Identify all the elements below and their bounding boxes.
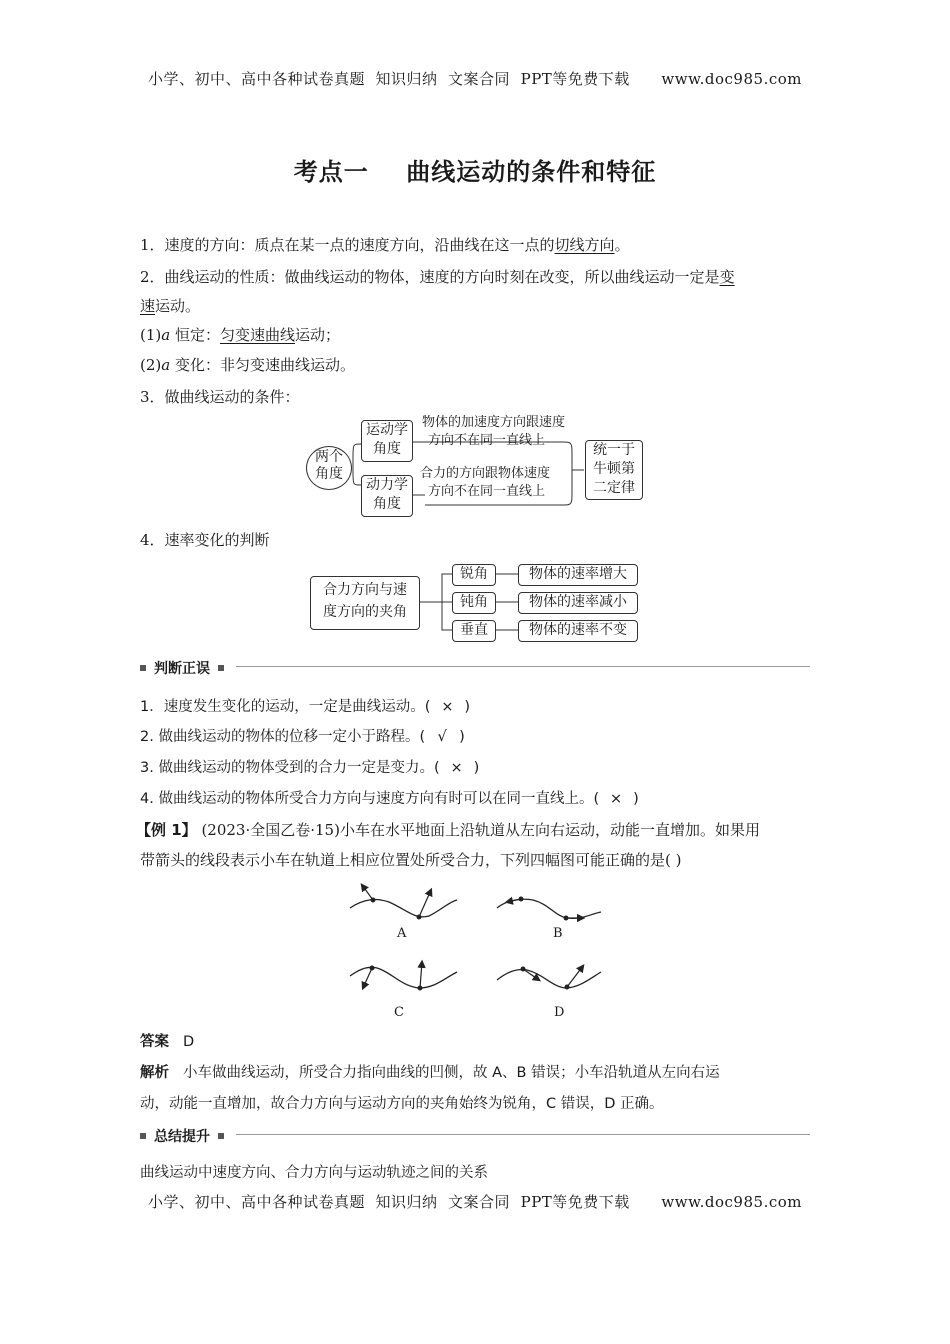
kinematics-node: 运动学 角度 [361,420,413,462]
square-bullet-icon [140,665,146,671]
analysis-label: 解析 [140,1065,169,1081]
speed-constant-node: 物体的速率不变 [518,620,638,642]
summary-title: 曲线运动中速度方向、合力方向与运动轨迹之间的关系 [140,1165,488,1181]
judgment-2: 2. 做曲线运动的物体的位移一定小于路程。( √ ) [140,729,465,745]
two-angles-node: 两个 角度 [306,446,352,490]
dynamics-note: 合力的方向跟物体速度 方向不在同一直线上 [420,466,551,499]
speed-increase-node: 物体的速率增大 [518,564,638,586]
judgment-4: 4. 做曲线运动的物体所受合力方向与速度方向有时可以在同一直线上。( × ) [140,791,639,807]
point-1-text: 1．速度的方向：质点在某一点的速度方向，沿曲线在这一点的 [140,236,555,254]
point-2-underlined-b: 速 [140,297,156,315]
section-judgment-heading [140,658,224,678]
newton-law-node: 统一于 牛顿第 二定律 [585,440,643,500]
judgment-2-mark: √ [437,729,447,745]
point-2-end: 运动。 [155,297,201,315]
figure-label-d: D [554,1005,565,1020]
dynamics-node: 动力学 角度 [361,475,413,517]
acute-angle-node: 锐角 [452,564,496,586]
judgment-3-mark: × [450,760,463,776]
answer [140,1032,194,1052]
judgment-1: 1．速度发生变化的运动，一定是曲线运动。( × ) [140,699,471,715]
point-1-underlined: 切线方向 [554,236,615,254]
point-4: 4．速率变化的判断 [140,531,270,549]
section-summary-heading [140,1126,224,1146]
section-summary-title: 总结提升 [154,1129,210,1145]
right-angle-node: 垂直 [452,620,496,642]
square-bullet-icon [218,1133,224,1139]
example-line-1: 【例 1】 (2023·全国乙卷·15)小车在水平地面上沿轨道从左向右运动，动能一直增加。如果用 [136,821,760,839]
figure-b-curve [497,897,601,921]
example-tag: 【例 1】 [136,821,197,839]
point-3: 3．做曲线运动的条件： [140,388,300,406]
square-bullet-icon [140,1133,146,1139]
page-footer: 小学、初中、高中各种试卷真题 知识归纳 文案合同 PPT等免费下载 www.doc985.com [147,1193,802,1211]
example-line-2: 带箭头的线段表示小车在轨道上相应位置处所受合力，下列四幅图可能正确的是( ) [140,851,682,869]
condition-diagram [300,412,650,522]
kinematics-note: 物体的加速度方向跟速度 方向不在同一直线上 [422,415,566,448]
point-1 [140,235,630,255]
judgment-4-mark: × [610,791,623,807]
point-2-cont [140,296,200,316]
point-2-underlined-a: 变 [719,268,735,286]
point-2-text: 2．曲线运动的性质：做曲线运动的物体，速度的方向时刻在改变，所以曲线运动一定是 [140,268,720,286]
figure-label-b: B [553,926,563,941]
speed-decrease-node: 物体的速率减小 [518,592,638,614]
analysis-line-1: 解析 小车做曲线运动，所受合力指向曲线的凹侧，故 A、B 错误；小车沿轨道从左向右运 [140,1065,720,1081]
point-2 [140,267,735,287]
section-judgment-title: 判断正误 [154,661,210,677]
example-figures [345,880,615,1030]
figure-c-curve [350,962,457,991]
point-2-1: (1)a 恒定：匀变速曲线运动； [140,326,341,344]
angle-root-node: 合力方向与速 度方向的夹角 [310,576,420,630]
figure-label-a: A [397,926,407,941]
page-title: 考点一 曲线运动的条件和特征 [293,157,657,186]
figure-d-curve [497,966,601,990]
answer-value: D [183,1034,195,1050]
point-2-2: (2)a 变化：非匀变速曲线运动。 [140,356,355,374]
figure-a-curve [350,885,457,920]
answer-label: 答案 [140,1034,169,1050]
analysis-line-2: 动，动能一直增加，故合力方向与运动方向的夹角始终为锐角，C 错误，D 正确。 [140,1096,664,1112]
section-divider [236,666,810,667]
obtuse-angle-node: 钝角 [452,592,496,614]
figure-label-c: C [394,1005,404,1020]
square-bullet-icon [218,665,224,671]
section-divider [236,1134,810,1135]
judgment-3: 3. 做曲线运动的物体受到的合力一定是变力。( × ) [140,760,480,776]
judgment-1-mark: × [441,699,454,715]
page-header: 小学、初中、高中各种试卷真题 知识归纳 文案合同 PPT等免费下载 www.doc985.com [147,70,802,88]
speed-diagram [308,558,648,646]
point-1-end: 。 [614,236,630,254]
